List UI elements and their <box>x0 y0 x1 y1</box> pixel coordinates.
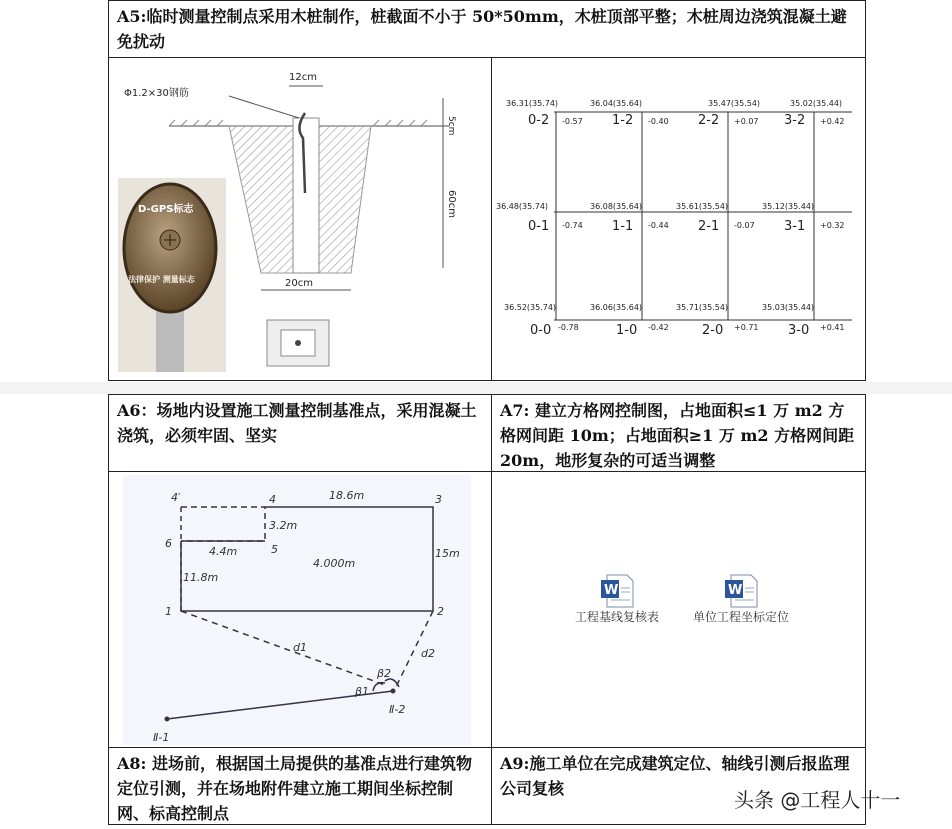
svg-text:W: W <box>728 583 743 598</box>
a8-title-cell <box>108 747 492 825</box>
grid-label: 2-2 <box>698 113 720 128</box>
grid-elev: 35.03(35.44) <box>762 303 815 312</box>
sketch-dim-3-2: 3.2m <box>269 519 298 532</box>
a5-title-cell <box>108 0 866 58</box>
grid-cut: +0.42 <box>820 117 845 126</box>
grid-cut: -0.42 <box>648 323 669 332</box>
sketch-point-II1: Ⅱ-1 <box>153 731 170 744</box>
sketch-point-4a: 4′ <box>171 491 181 504</box>
survey-sketch <box>123 475 471 745</box>
attachment-label: 单位工程坐标定位 <box>692 610 789 624</box>
sketch-beta1: β1 <box>355 685 370 698</box>
grid-cut: +0.32 <box>820 221 845 230</box>
a9-title: A9:施工单位在完成建筑定位、轴线引测后报监理公司复核 <box>500 754 850 798</box>
gps-marker-line2: 法律保护 测量标志 <box>128 275 195 284</box>
grid-elev: 35.47(35.54) <box>708 99 761 108</box>
grid-cut: +0.07 <box>734 117 759 126</box>
gps-marker-line1: D-GPS标志 <box>138 204 194 215</box>
grid-elev: 35.02(35.44) <box>790 99 843 108</box>
a6-title-cell <box>108 394 492 472</box>
word-doc-icon <box>723 574 759 608</box>
grid-elev: 36.31(35.74) <box>506 99 559 108</box>
elevation-grid <box>492 58 865 380</box>
grid-label: 0-0 <box>530 323 552 338</box>
attachment-item[interactable] <box>562 574 672 625</box>
grid-elev: 36.52(35.74) <box>504 303 557 312</box>
a5-stake-figure <box>108 57 492 381</box>
sketch-point-3: 3 <box>435 493 442 506</box>
sketch-d2: d2 <box>421 647 435 660</box>
sketch-dim-4-4: 4.4m <box>209 545 238 558</box>
grid-cut: +0.71 <box>734 323 759 332</box>
grid-label: 0-2 <box>528 113 550 128</box>
a6-title: A6：场地内设置施工测量控制基准点，采用混凝土浇筑，必须牢固、坚实 <box>117 401 477 445</box>
grid-label: 1-2 <box>612 113 634 128</box>
sketch-point-5: 5 <box>271 543 278 556</box>
rebar-label: Φ1.2×30钢筋 <box>124 88 189 99</box>
attachments-cell <box>491 471 866 748</box>
a8-title: A8: 进场前，根据国土局提供的基准点进行建筑物定位引测，并在场地附件建立施工期间坐标控制网、标高控制点 <box>117 754 473 823</box>
grid-cut: -0.07 <box>734 221 755 230</box>
grid-label: 3-2 <box>784 113 806 128</box>
gps-marker-photo <box>118 178 226 372</box>
grid-label: 2-1 <box>698 219 720 234</box>
grid-cut: +0.41 <box>820 323 845 332</box>
grid-cut: -0.74 <box>562 221 583 230</box>
grid-elev: 35.12(35.44) <box>762 202 815 211</box>
watermark: 头条 @工程人十一 <box>734 788 901 812</box>
attachment-item[interactable] <box>678 574 804 625</box>
sketch-point-2: 2 <box>437 605 444 618</box>
grid-elev: 36.08(35.64) <box>590 202 643 211</box>
grid-label: 1-0 <box>616 323 638 338</box>
dim-top-width: 12cm <box>289 72 317 83</box>
grid-cut: -0.40 <box>648 117 669 126</box>
page-gap <box>0 382 952 394</box>
grid-elev: 36.48(35.74) <box>496 202 549 211</box>
survey-sketch-cell <box>108 471 492 748</box>
dim-top-depth: 5cm <box>446 116 456 136</box>
grid-elev: 35.71(35.54) <box>676 303 729 312</box>
grid-elev: 36.06(35.64) <box>590 303 643 312</box>
sketch-d1: d1 <box>293 641 307 654</box>
sketch-elevation: 4.000m <box>313 557 356 570</box>
grid-label: 2-0 <box>702 323 724 338</box>
dim-bottom-width: 20cm <box>285 278 313 289</box>
grid-label: 1-1 <box>612 219 634 234</box>
dim-depth: 60cm <box>446 190 457 218</box>
sketch-dim-15: 15m <box>435 547 460 560</box>
a5-grid-figure <box>491 57 866 381</box>
sketch-beta2: β2 <box>377 667 392 680</box>
grid-cut: -0.78 <box>558 323 579 332</box>
sketch-point-II2: Ⅱ-2 <box>389 703 406 716</box>
grid-cut: -0.57 <box>562 117 583 126</box>
grid-elev: 35.61(35.54) <box>676 202 729 211</box>
grid-cut: -0.44 <box>648 221 669 230</box>
a7-title: A7: 建立方格网控制图，占地面积≤1 万 m2 方格网间距 10m；占地面积≥1 万 m2 方格网间距 20m，地形复杂的可适当调整 <box>500 401 855 470</box>
a5-title: A5:临时测量控制点采用木桩制作，桩截面不小于 50*50mm，木桩顶部平整；木桩周边浇筑混凝土避免扰动 <box>117 7 847 51</box>
sketch-dim-top: 18.6m <box>329 489 365 502</box>
grid-label: 3-0 <box>788 323 810 338</box>
sketch-point-6: 6 <box>165 537 172 550</box>
sketch-dim-11-8: 11.8m <box>183 571 219 584</box>
a7-title-cell <box>491 394 866 472</box>
sketch-point-4: 4 <box>269 493 276 506</box>
grid-elev: 36.04(35.64) <box>590 99 643 108</box>
grid-label: 0-1 <box>528 219 550 234</box>
svg-text:W: W <box>604 583 619 598</box>
sketch-point-1: 1 <box>165 605 172 618</box>
attachment-label: 工程基线复核表 <box>574 610 659 624</box>
word-doc-icon <box>599 574 635 608</box>
grid-label: 3-1 <box>784 219 806 234</box>
